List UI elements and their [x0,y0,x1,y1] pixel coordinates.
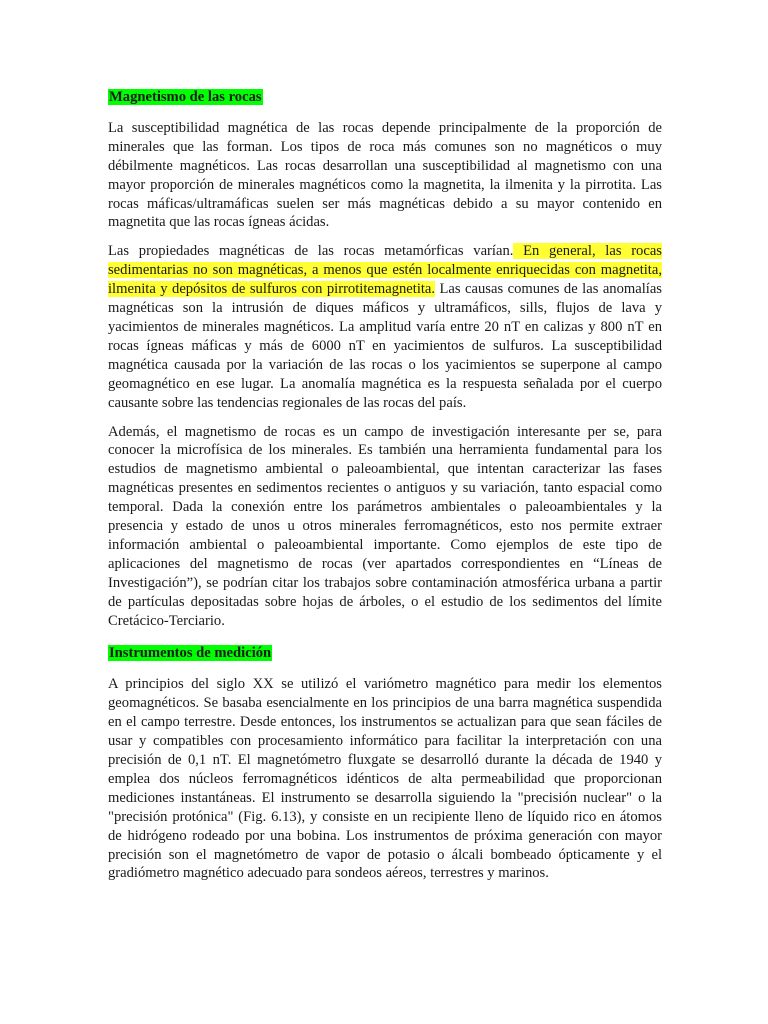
heading-text: Magnetismo de las rocas [109,89,262,105]
highlighted-text: En general, las rocas sedimentarias no son magnéticas, a menos que estén localmente enriquecidas con magnetita, ilmenita y depósitos de sulfuros con pirrotitemagnetita. [108,243,662,298]
paragraph: Además, el magnetismo de rocas es un campo de investigación interesante per se, para conocer la microfísica de los minerales. Es también una herramienta fundamental para los estudios de magnetismo ambiental o paleoambiental, que intentan caracterizar las fases magnéticas presentes en sedimentos recientes o antiguos y su variación, tanto espacial como temporal. Dada la conexión entre los parámetros ambientales o paleoambientales y la presencia y estado de unos u otros minerales ferromagnéticos, esto nos permite extraer información ambiental o paleoambiental importante. Como ejemplos de este tipo de aplicaciones del magnetismo de rocas (ver apartados correspondientes en “Líneas de Investigación”), se podrían citar los trabajos sobre contaminación atmosférica urbana a partir de partículas depositadas sobre hojas de árboles, o el estudio de los sedimentos del límite Cretácico-Terciario. [108,423,662,629]
heading-text: Instrumentos de medición [109,645,272,662]
paragraph-text: Las propiedades magnéticas de las rocas metamórficas varían. [108,243,514,260]
paragraph-text: Las causas comunes de las anomalías magnéticas son la intrusión de diques máficos y ultramáficos, sills, flujos de lava y yacimientos de minerales magnéticos. La amplitud varía entre 20 nT en calizas y 800 nT en rocas ígneas máficas y más de 6000 nT en yacimientos de sulfuros. La susceptibilidad magnética causada por la variación de las rocas o los yacimientos se superpone al campo geomagnético en ese lugar. La anomalía magnética es la respuesta señalada por el cuerpo causante sobre las tendencias regionales de las rocas del país. [108,281,662,411]
paragraph: La susceptibilidad magnética de las rocas depende principalmente de la proporción de minerales que las forman. Los tipos de roca más comunes son no magnéticos o muy débilmente magnéticos. Las rocas desarrollan una susceptibilidad al magnetismo con una mayor proporción de minerales magnéticos como la magnetita, la ilmenita y la pirrotita. Las rocas máficas/ultramáficas suelen ser más magnéticas debido a su mayor contenido en magnetita que las rocas ígneas ácidas. [108,119,662,231]
section-heading-magnetismo [108,88,662,107]
paragraph-with-highlight [108,242,662,412]
document-page [108,88,662,893]
paragraph: A principios del siglo XX se utilizó el variómetro magnético para medir los elementos geomagnéticos. Se basaba esencialmente en los principios de una barra magnética suspendida en el campo terrestre. Desde entonces, los instrumentos se actualizan para que sean fáciles de usar y compatibles con procesamiento informático para facilitar la interpretación con una precisión de 0,1 nT. El magnetómetro fluxgate se desarrolló durante la década de 1940 y emplea dos núcleos ferromagnéticos idénticos de alta permeabilidad que proporcionan mediciones instantáneas. El instrumento se desarrolla siguiendo la "precisión nuclear" o la "precisión protónica" (Fig. 6.13), y consiste en un recipiente lleno de líquido rico en átomos de hidrógeno rodeado por una bobina. Los instrumentos de próxima generación con mayor precisión son el magnetómetro de vapor de potasio o álcali bombeado ópticamente y el gradiómetro magnético adecuado para sondeos aéreos, terrestres y marinos. [108,676,662,882]
section-heading-instrumentos [108,644,662,663]
